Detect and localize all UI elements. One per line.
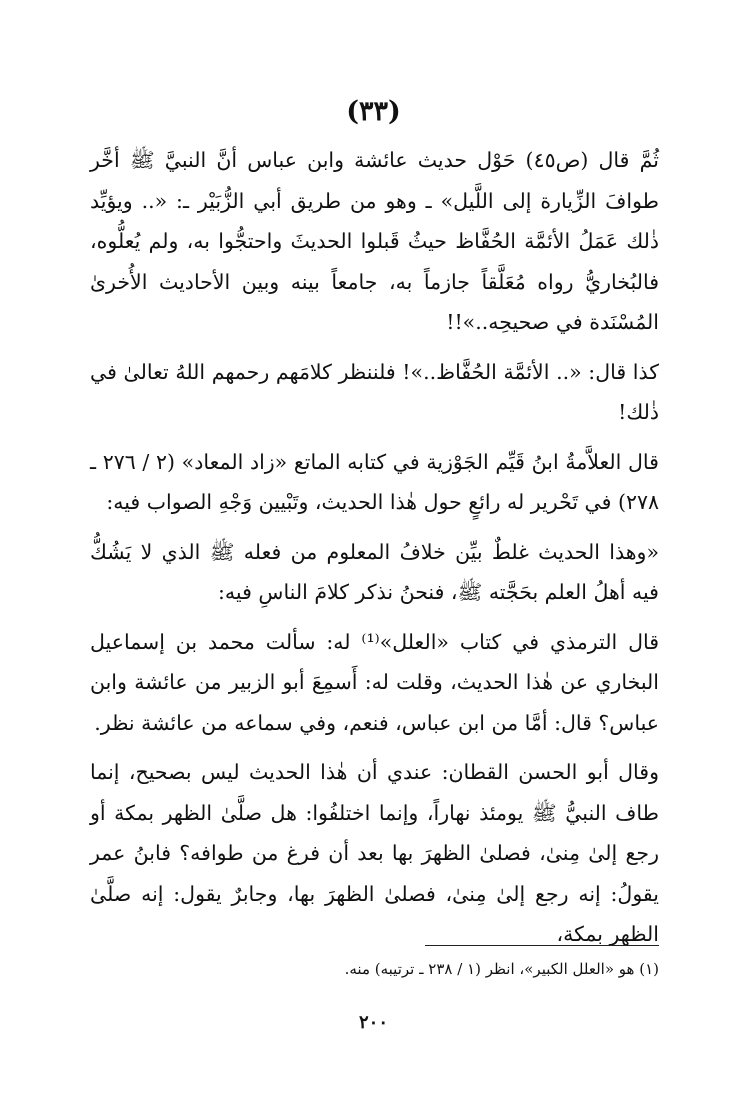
footnote: (١) هو «العلل الكبير»، انظر (١ / ٢٣٨ ـ ترتيبه) منه. (344, 960, 659, 978)
paragraph: قال العلاَّمةُ ابنُ قَيِّم الجَوْزية في كتابه الماتع «زاد المعاد» (٢ / ٢٧٦ ـ ٢٧٨) في تَحْرير له رائعٍ حول هٰذا الحديث، وتَبْيين وَجْهِ الصواب فيه: (90, 449, 659, 514)
page-number: ٢٠٠ (358, 1012, 388, 1033)
paragraph: قال الترمذي في كتاب «العلل»⁽¹⁾ له: سألت محمد بن إسماعيل البخاري عن هٰذا الحديث، وقلت له: أَسمِعَ أبو الزبير من عائشة وابن عباس؟ قال: أمَّا من ابن عباس، فنعم، وفي سماعه من عائشة نظر. (90, 629, 660, 735)
body-text (90, 140, 659, 955)
footnote-divider (425, 945, 659, 946)
section-heading: (٣٣) (346, 96, 401, 127)
paragraph: وقال أبو الحسن القطان: عندي أن هٰذا الحديث ليس بصحيح، إنما طاف النبيُّ ﷺ يومئذ نهاراً، وإنما اختلفُوا: هل صلَّىٰ الظهر بمكة أو رجع إلىٰ مِنىٰ، فصلىٰ الظهرَ بها بعد أن فرغ من طوافه؟ فابنُ عمر يقولُ: إنه رجع إلىٰ مِنىٰ، فصلىٰ الظهرَ بها، وجابرٌ يقول: إنه صلَّىٰ الظهر بمكة، (90, 760, 659, 946)
paragraph: كذا قال: «.. الأئمَّة الحُفَّاظ..»! فلننظر كلامَهم رحمهم اللهُ تعالىٰ في ذٰلك! (90, 359, 659, 424)
paragraph: «وهذا الحديث غلطٌ بيِّن خلافُ المعلوم من فعله ﷺ الذي لا يَشُكُّ فيه أهلُ العلم بحَجَّته ﷺ، فنحنُ نذكر كلامَ الناسِ فيه: (90, 539, 659, 604)
paragraph: ثُمَّ قال (ص٤٥) حَوْل حديث عائشة وابن عباس أنَّ النبيَّ ﷺ أخَّر طوافَ الزِّيارة إلى اللَّيل» ـ وهو من طريق أبي الزُّبَيْر ـ: «.. ويؤيِّد ذٰلك عَمَلُ الأئمَّة الحُفَّاظ حيثُ قَبلوا الحديثَ واحتجُّوا به، ولم يُعلُّوه، فالبُخاريُّ رواه مُعَلَّقاً جازماً به، جامعاً بينه وبين الأحاديث الأُخرىٰ المُسْنَدة في صحيحِه..»!! (90, 148, 659, 334)
